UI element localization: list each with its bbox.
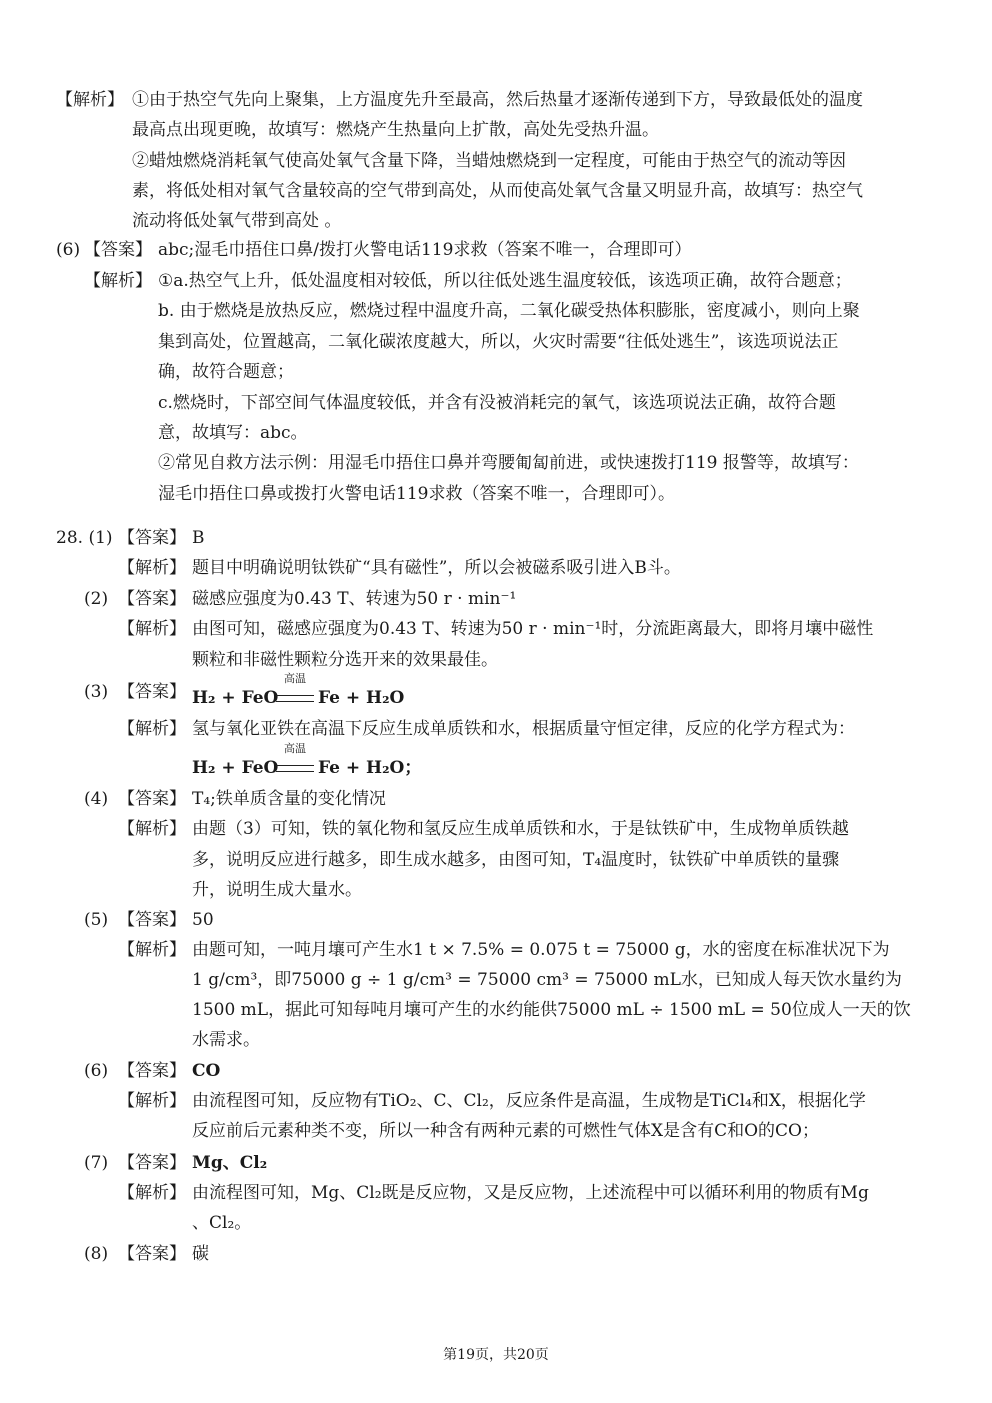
text-line: 最高点出现更晚，故填写：燃烧产生热量向上扩散，高处先受热升温。 (132, 120, 659, 140)
question-number: (6) (56, 240, 81, 260)
equals-sign (276, 695, 314, 702)
question-number: (7) (84, 1153, 109, 1173)
text-line: 1500 mL，据此可知每吨月壤可产生的水约能供75000 mL ÷ 1500 mL = 50位成人一天的饮 (192, 1000, 911, 1020)
answer-text: Mg、Cl₂ (192, 1153, 268, 1173)
analysis-tag: 【解析】 (118, 940, 186, 960)
text-line: 湿毛巾捂住口鼻或拨打火警电话119求救（答案不唯一，合理即可）。 (158, 484, 675, 504)
text-line: 反应前后元素种类不变，所以一种含有两种元素的可燃性气体X是含有C和O的CO； (192, 1121, 819, 1141)
answer-tag: 【答案】 (118, 1244, 186, 1264)
text-line: 氢与氧化亚铁在高温下反应生成单质铁和水，根据质量守恒定律，反应的化学方程式为： (192, 719, 855, 739)
answer-tag: 【答案】 (84, 240, 152, 260)
text-line: 由流程图可知，Mg、Cl₂既是反应物，又是反应物，上述流程中可以循环利用的物质有Mg (192, 1183, 869, 1203)
text-line: 确，故符合题意； (158, 362, 294, 382)
answer-tag: 【答案】 (118, 1153, 186, 1173)
text-line: 、Cl₂。 (192, 1213, 252, 1233)
text-line: 由流程图可知，反应物有TiO₂、C、Cl₂，反应条件是高温，生成物是TiCl₄和X，根据化学 (192, 1091, 866, 1111)
equation-right: Fe + H₂O (318, 688, 405, 708)
analysis-tag: 【解析】 (118, 719, 186, 739)
reaction-condition: 高温 (284, 742, 306, 755)
analysis-tag: 【解析】 (118, 819, 186, 839)
text-line: ①a.热空气上升，低处温度相对较低，所以往低处逃生温度较低，该选项正确，故符合题意； (158, 271, 852, 291)
text-line: ①由于热空气先向上聚集，上方温度先升至最高，然后热量才逐渐传递到下方，导致最低处的温度 (132, 90, 863, 110)
equals-sign (276, 765, 314, 772)
answer-text: T₄;铁单质含量的变化情况 (192, 789, 386, 809)
question-number: (8) (84, 1244, 109, 1264)
text-line: 由题（3）可知，铁的氧化物和氢反应生成单质铁和水，于是钛铁矿中，生成物单质铁越 (192, 819, 849, 839)
question-number: (6) (84, 1061, 109, 1081)
text-line: 1 g/cm³，即75000 g ÷ 1 g/cm³ = 75000 cm³ = 75000 mL水，已知成人每天饮水量约为 (192, 970, 902, 990)
text-line: 题目中明确说明钛铁矿“具有磁性”，所以会被磁系吸引进入B斗。 (192, 558, 681, 578)
text-line: 颗粒和非磁性颗粒分选开来的效果最佳。 (192, 650, 498, 670)
analysis-tag: 【解析】 (118, 1091, 186, 1111)
text-line: 意，故填写：abc。 (158, 423, 308, 443)
page-footer: 第19页，共20页 (443, 1347, 549, 1363)
question-number: (5) (84, 910, 109, 930)
text-line: ②常见自救方法示例：用湿毛巾捂住口鼻并弯腰匍匐前进，或快速拨打119 报警等，故填写： (158, 453, 859, 473)
text-line: 集到高处，位置越高，二氧化碳浓度越大，所以，火灾时需要“往低处逃生”，该选项说法正 (158, 332, 839, 352)
equation-right: Fe + H₂O； (318, 758, 422, 778)
answer-tag: 【答案】 (118, 1061, 186, 1081)
text-line: ②蜡烛燃烧消耗氧气使高处氧气含量下降，当蜡烛燃烧到一定程度，可能由于热空气的流动等因 (132, 151, 846, 171)
answer-text: CO (192, 1061, 221, 1081)
question-number: (3) (84, 682, 109, 702)
equation-left: H₂ + FeO (192, 758, 279, 778)
question-number: (2) (84, 589, 109, 609)
answer-tag: 【答案】 (118, 528, 186, 548)
answer-tag: 【答案】 (118, 910, 186, 930)
text-line: 流动将低处氧气带到高处 。 (132, 211, 342, 231)
answer-text: 碳 (192, 1244, 209, 1264)
reaction-condition: 高温 (284, 672, 306, 685)
text-line: 素，将低处相对氧气含量较高的空气带到高处，从而使高处氧气含量又明显升高，故填写：热空气 (132, 181, 863, 201)
equation-left: H₂ + FeO (192, 688, 279, 708)
answer-tag: 【答案】 (118, 682, 186, 702)
analysis-tag: 【解析】 (118, 558, 186, 578)
text-line: 多，说明反应进行越多，即生成水越多，由图可知，T₄温度时，钛铁矿中单质铁的量骤 (192, 850, 840, 870)
answer-tag: 【答案】 (118, 589, 186, 609)
answer-text: 磁感应强度为0.43 T、转速为50 r · min⁻¹ (192, 589, 517, 609)
text-line: b. 由于燃烧是放热反应，燃烧过程中温度升高，二氧化碳受热体积膨胀，密度减小，则向上聚 (158, 301, 860, 321)
answer-text: abc;湿毛巾捂住口鼻/拨打火警电话119求救（答案不唯一，合理即可） (158, 240, 692, 260)
answer-text: 50 (192, 910, 214, 930)
analysis-tag: 【解析】 (56, 90, 124, 110)
text-line: 由题可知，一吨月壤可产生水1 t × 7.5% = 0.075 t = 75000 g，水的密度在标准状况下为 (192, 940, 890, 960)
analysis-tag: 【解析】 (118, 619, 186, 639)
analysis-tag: 【解析】 (118, 1183, 186, 1203)
text-line: 水需求。 (192, 1030, 260, 1050)
text-line: 由图可知，磁感应强度为0.43 T、转速为50 r · min⁻¹时，分流距离最大，即将月壤中磁性 (192, 619, 874, 639)
analysis-tag: 【解析】 (84, 271, 152, 291)
question-number: (4) (84, 789, 109, 809)
text-line: c.燃烧时，下部空间气体温度较低，并含有没被消耗完的氧气，该选项说法正确，故符合题 (158, 393, 836, 413)
question-number: 28. (1) (56, 528, 113, 548)
text-line: 升，说明生成大量水。 (192, 880, 362, 900)
answer-tag: 【答案】 (118, 789, 186, 809)
answer-text: B (192, 528, 205, 548)
